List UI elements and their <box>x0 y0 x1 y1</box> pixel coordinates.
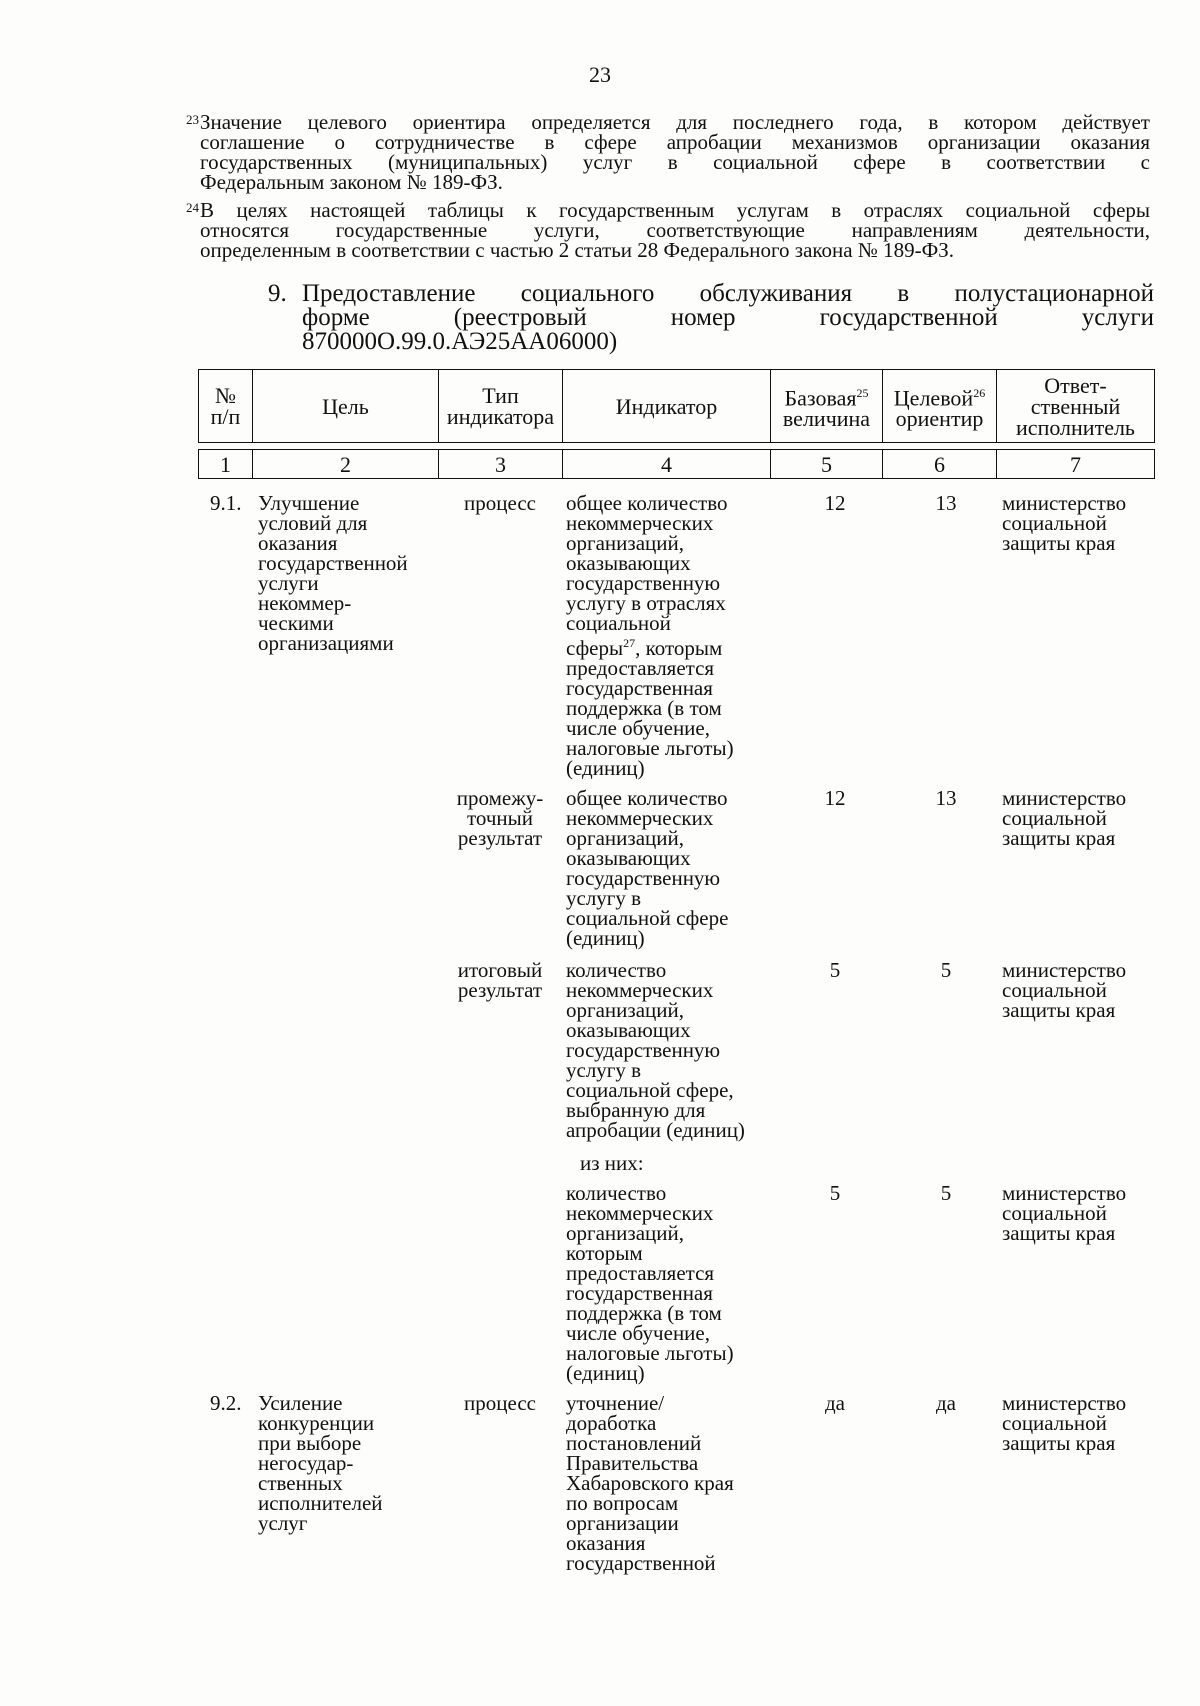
row-indicator: количество некоммерческих организаций, которым предоставляется государственная поддержка (в том числе обучение, налоговые льготы) (единиц) <box>566 1181 734 1385</box>
row-responsible: министерство социальной защиты края <box>1002 786 1127 850</box>
row-target-value: 13 <box>935 786 957 810</box>
col-header-base: Базовая$^{25}$ величина <box>771 370 883 443</box>
row-goal: Улучшение условий для оказания государственной услуги некоммер- ческими организациями <box>258 491 408 655</box>
section-number: 9. <box>268 280 287 307</box>
row-indicator-type: процесс <box>464 491 536 515</box>
col-header-type: Тип индикатора <box>439 370 563 443</box>
row-indicator-type: промежу- точный результат <box>456 786 544 850</box>
row-base-value: 12 <box>824 786 846 810</box>
row-indicator: общее количество некоммерческих организаций, оказывающих государственную услугу в социальной сфере (единиц) <box>566 786 729 950</box>
row-number: 9.2. <box>210 1391 242 1415</box>
col-header-responsible: Ответ- ственный исполнитель <box>997 370 1155 443</box>
row-responsible: министерство социальной защиты края <box>1002 1391 1127 1455</box>
column-number-row <box>199 450 1155 479</box>
footnote-24 <box>186 198 1150 262</box>
col-number: 3 <box>439 450 563 479</box>
section-title-line: Предоставление социального обслуживания в полустационарной <box>302 280 1154 307</box>
row-indicator: уточнение/ доработка постановлений Правительства Хабаровского края по вопросам организации оказания государственной <box>566 1391 734 1575</box>
section-title-line: 870000О.99.0.АЭ25АА06000) <box>302 328 618 355</box>
col-number: 2 <box>253 450 439 479</box>
row-indicator: общее количество некоммерческих организаций, оказывающих государственную услугу в отраслях социальной сферы$^{27}$, которым предоставляется государственная поддержка (в том числе обучение, налоговые льготы) (единиц) <box>566 491 734 780</box>
section-title <box>268 282 1154 354</box>
row-target-value: 13 <box>935 491 957 515</box>
footnote-marker: 24 <box>186 200 199 215</box>
footnote-ref: 26 <box>973 385 986 400</box>
row-goal: Усиление конкуренции при выборе негосудар- ственных исполнителей услуг <box>258 1391 383 1535</box>
footnote-ref: 27 <box>623 636 636 650</box>
footnote-line: Федеральным законом № 189-ФЗ. <box>200 170 503 194</box>
col-header-indicator: Индикатор <box>563 370 771 443</box>
header-row <box>199 370 1155 443</box>
col-number: 4 <box>563 450 771 479</box>
col-number: 6 <box>883 450 997 479</box>
footnote-line: Значение целевого ориентира определяется для последнего года, в котором действует <box>200 110 1150 134</box>
footnote-23 <box>186 110 1150 194</box>
row-indicator-type: процесс <box>464 1391 536 1415</box>
row-responsible: министерство социальной защиты края <box>1002 491 1127 555</box>
footnote-line: В целях настоящей таблицы к государственным услугам в отраслях социальной сферы <box>200 198 1150 222</box>
footnote-line: государственных (муниципальных) услуг в социальной сфере в соответствии с <box>200 150 1150 174</box>
col-number: 1 <box>199 450 253 479</box>
footnote-line: относятся государственные услуги, соответствующие направлениям деятельности, <box>200 218 1150 242</box>
sub-heading: из них: <box>580 1151 644 1175</box>
table-header <box>198 369 1155 479</box>
footnote-marker: 23 <box>186 112 199 127</box>
row-target-value: 5 <box>940 1181 952 1205</box>
col-header-goal: Цель <box>253 370 439 443</box>
row-target-value: да <box>935 1391 956 1415</box>
row-base-value: да <box>824 1391 845 1415</box>
col-number: 5 <box>771 450 883 479</box>
footnote-line: определенным в соответствии с частью 2 статьи 28 Федерального закона № 189-ФЗ. <box>200 238 955 262</box>
row-target-value: 5 <box>940 958 952 982</box>
row-indicator-type: итоговый результат <box>457 958 543 1002</box>
row-responsible: министерство социальной защиты края <box>1002 958 1127 1022</box>
row-base-value: 12 <box>824 491 846 515</box>
row-indicator: количество некоммерческих организаций, оказывающих государственную услугу в социальной сфере, выбранную для апробации (единиц) <box>566 958 745 1142</box>
footnote-ref: 25 <box>856 385 869 400</box>
footnote-line: соглашение о сотрудничестве в сфере апробации механизмов организации оказания <box>200 130 1150 154</box>
page-number: 23 <box>589 62 611 87</box>
section-title-line: форме (реестровый номер государственной услуги <box>302 304 1154 331</box>
row-number: 9.1. <box>210 491 242 515</box>
col-header-num: № п/п <box>199 370 253 443</box>
col-number: 7 <box>997 450 1155 479</box>
row-base-value: 5 <box>829 1181 841 1205</box>
row-responsible: министерство социальной защиты края <box>1002 1181 1127 1245</box>
col-header-target: Целевой$^{26}$ ориентир <box>883 370 997 443</box>
row-base-value: 5 <box>829 958 841 982</box>
